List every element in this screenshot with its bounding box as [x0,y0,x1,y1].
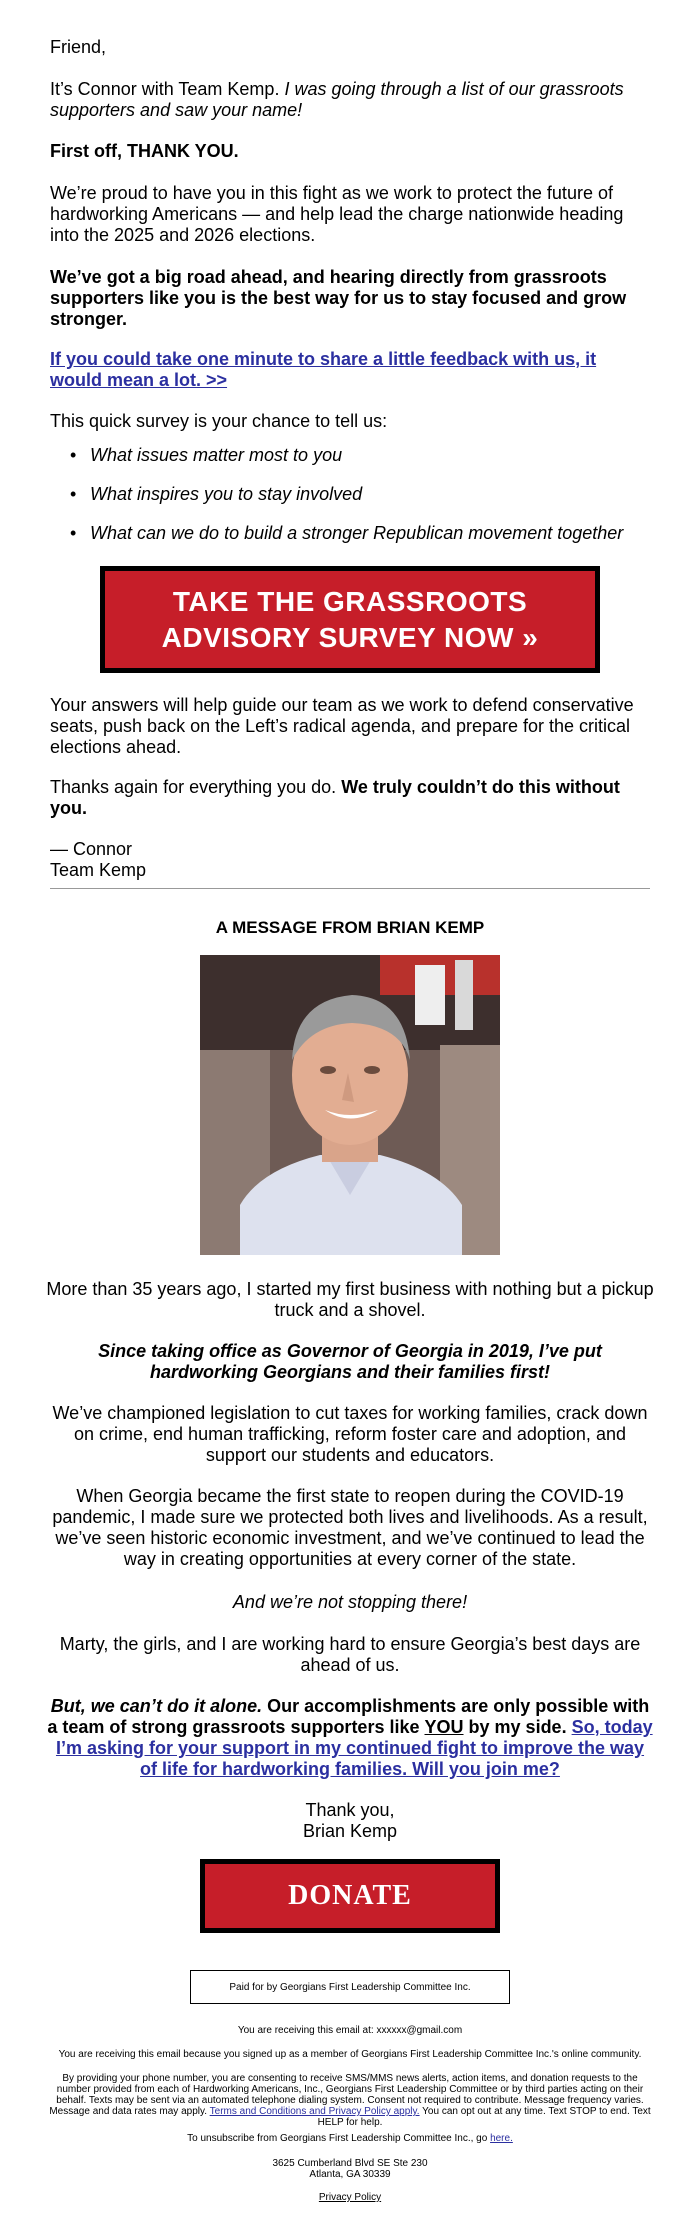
thanks-again-paragraph [50,777,650,819]
answers-paragraph: Your answers will help guide our team as we work to defend conservative seats, push back on the Left’s radical agenda, and prepare for the critical elections ahead. [50,695,634,757]
kemp-you-emphasis: YOU [424,1717,464,1737]
kemp-paragraph-4: When Georgia became the first state to reopen during the COVID-19 pandemic, I made sure we protected both lives and livelihoods. As a result, we’ve seen historic economic investment, and we’ve continued to lead the way in creating opportunities at every corner of the state. [52,1486,648,1569]
list-item: • What inspires you to stay involved [50,484,670,523]
address-line-2: Atlanta, GA 30339 [309,2169,391,2180]
proud-paragraph: We’re proud to have you in this fight as we work to protect the future of hardworking Americans — and help lead the charge nationwide heading into the 2025 and 2026 elections. [50,183,624,245]
privacy-policy-link[interactable]: Privacy Policy [318,2192,382,2203]
thanks-again-plain: Thanks again for everything you do. [50,777,337,797]
connor-signoff-team: Team Kemp [50,860,147,880]
connor-signoff-name: — Connor [50,839,133,859]
list-item: • What issues matter most to you [50,445,670,484]
list-item: • What can we do to build a stronger Republican movement together [50,523,670,562]
kemp-signoff-name: Brian Kemp [302,1821,398,1841]
unsubscribe-label: To unsubscribe from Georgians First Leadership Committee Inc., go [187,2133,488,2144]
sms-consent-text [45,2073,655,2128]
kemp-paragraph-6: Marty, the girls, and I are working hard to ensure Georgia’s best days are ahead of us. [59,1634,641,1675]
paid-for-disclaimer: Paid for by Georgians First Leadership Committee Inc. [190,1970,510,2004]
section-divider [50,888,650,889]
intro-paragraph [50,79,650,121]
greeting: Friend, [50,37,107,57]
intro-plain: It’s Connor with Team Kemp. [50,79,280,99]
road-ahead-paragraph: We’ve got a big road ahead, and hearing directly from grassroots supporters like you is the best way for us to stay focused and grow stronger. [50,267,627,329]
brian-kemp-photo [200,955,500,1255]
receiving-email-text: You are receiving this email at: xxxxxx@gmail.com [237,2025,463,2036]
receiving-reason-text: You are receiving this email because you signed up as a member of Georgians First Leadership Committee Inc.'s online community. [58,2049,642,2060]
feedback-link[interactable]: If you could take one minute to share a little feedback with us, it would mean a lot. >> [50,349,597,390]
unsubscribe-link[interactable]: here. [490,2133,513,2144]
feedback-paragraph [50,349,650,391]
take-survey-button[interactable] [100,566,600,673]
kemp-signoff-thanks: Thank you, [305,1800,395,1820]
kemp-join-link[interactable]: So, today I’m asking for your support in my continued fight to improve the way of life for hardworking families. Will you join me? [55,1717,653,1779]
donate-button[interactable]: DONATE [200,1859,500,1933]
message-heading: A MESSAGE FROM BRIAN KEMP [215,918,485,937]
sms-consent-part2: You can opt out at any time. Text STOP to end. Text HELP for help. [317,2106,651,2128]
terms-privacy-link[interactable]: Terms and Conditions and Privacy Policy apply. [209,2106,420,2117]
mailing-address [45,2158,655,2180]
unsubscribe-text [45,2133,655,2144]
survey-topic-list [50,445,670,562]
kemp-paragraph-1: More than 35 years ago, I started my first business with nothing but a pickup truck and a shovel. [46,1279,654,1320]
kemp-paragraph-2: Since taking office as Governor of Georgia in 2019, I’ve put hardworking Georgians and their families first! [98,1341,602,1382]
privacy-policy-row [45,2192,655,2203]
intro-italic: I was going through a list of our grassroots supporters and saw your name! [50,79,624,120]
address-line-1: 3625 Cumberland Blvd SE Ste 230 [272,2158,428,2169]
thanks-again-bold: We truly couldn’t do this without you. [50,777,620,818]
kemp-accomplishments-bold: Our accomplishments are only possible with a team of strong grassroots supporters like [47,1696,650,1737]
take-survey-button-line1: TAKE THE GRASSROOTS [172,585,528,617]
survey-intro: This quick survey is your chance to tell us: [50,411,388,431]
kemp-signoff [45,1800,655,1842]
thank-you-line: First off, THANK YOU. [50,141,239,161]
kemp-paragraph-7 [45,1696,655,1780]
kemp-alone-italic: But, we can’t do it alone. [50,1696,263,1716]
kemp-paragraph-5: And we’re not stopping there! [232,1592,468,1612]
connor-signoff [50,839,650,881]
take-survey-button-line2: ADVISORY SURVEY NOW » [161,621,539,653]
sms-consent-part1: By providing your phone number, you are consenting to receive SMS/MMS news alerts, action items, and donation requests to the number provided from each of Hardworking Americans, Inc., Georgians First Leadership Committee or by third parties acting on their behalf. Texts may be sent via an automated telephone dialing system. Consent not required to contribute. Message frequency varies. Message and data rates may apply. [49,2073,644,2117]
kemp-side-bold: by my side. [468,1717,567,1737]
kemp-paragraph-3: We’ve championed legislation to cut taxes for working families, crack down on crime, end human trafficking, reform foster care and adoption, and support our students and educators. [52,1403,648,1465]
